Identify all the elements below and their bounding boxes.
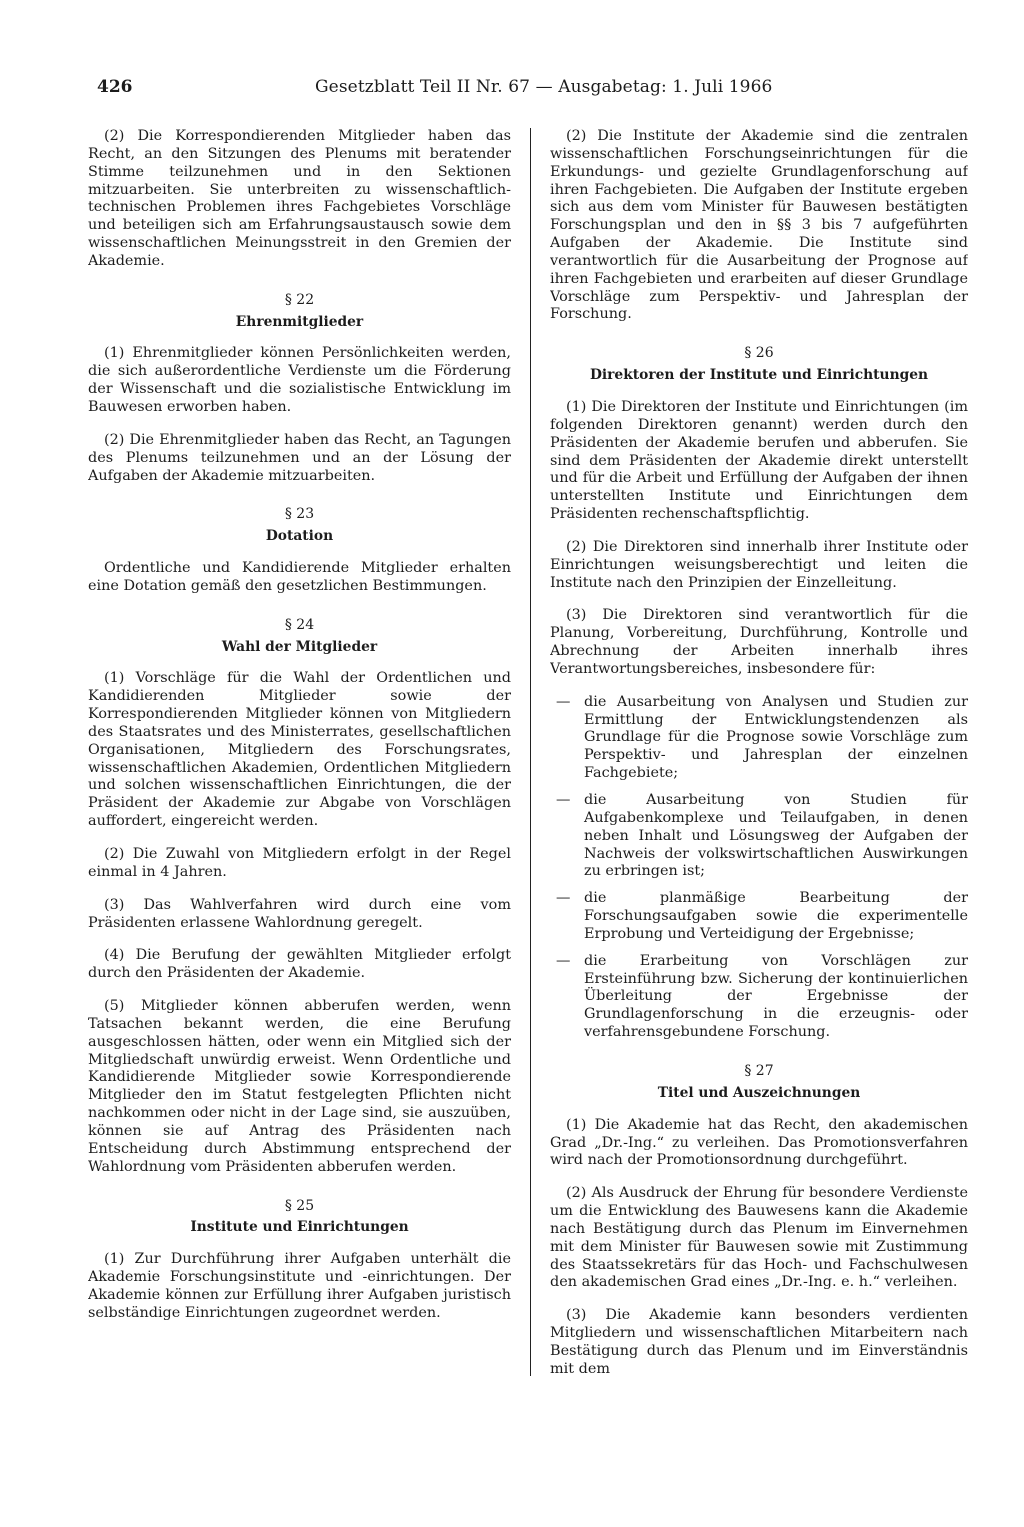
paragraph: (5) Mitglieder können abberufen werden, wenn Tatsachen bekannt werden, die eine Berufung ausgeschlossen hätten, oder wenn ein Mitglied sich der Mitgliedschaft unwürdig erweist. Wenn Ordentliche und Kandidierende Mitglieder sowie Korrespondierende Mitglieder den im Statut festgelegten Pflichten nicht nachkommen oder nicht in der Lage sind, sie auszuüben, können sie auf Antrag des Präsidenten nach Entscheidung durch Abstimmung entsprechend der Wahlordnung vom Präsidenten abberufen werden. bbox=[88, 998, 511, 1175]
section-number: § 22 bbox=[284, 291, 315, 308]
section-number: § 23 bbox=[284, 506, 315, 523]
paragraph: (1) Vorschläge für die Wahl der Ordentlichen und Kandidierenden Mitglieder sowie der Korrespondierenden Mitglieder können von Mitgliedern des Staatsrates und des Ministerrates, gesellschaftlichen Organisationen, Mitgliedern des Forschungsrates, wissenschaftlichen Akademien, Ordentlichen Mitgliedern und solchen wissenschaftlichen Einrichtungen, die der Präsident der Akademie zur Abgabe von Vorschlägen auffordert, eingereicht werden. bbox=[88, 670, 511, 830]
paragraph: Ordentliche und Kandidierende Mitglieder erhalten eine Dotation gemäß den gesetzlichen Bestimmungen. bbox=[88, 560, 511, 594]
section-number: § 24 bbox=[284, 616, 315, 633]
paragraph: (2) Die Zuwahl von Mitgliedern erfolgt in der Regel einmal in 4 Jahren. bbox=[88, 846, 511, 880]
section-number: § 26 bbox=[744, 345, 774, 362]
paragraph: (3) Die Akademie kann besonders verdienten Mitgliedern und wissenschaftlichen Mitarbeitern nach Bestätigung durch das Plenum und im Einverständnis mit dem bbox=[550, 1307, 968, 1377]
section-title: Ehrenmitglieder bbox=[235, 313, 364, 330]
paragraph: (1) Zur Durchführung ihrer Aufgaben unterhält die Akademie Forschungsinstitute und -einrichtungen. Der Akademie können zur Erfüllung ihrer Aufgaben juristisch selbständige Einrichtungen zugeordnet werden. bbox=[88, 1251, 511, 1321]
paragraph: (3) Die Direktoren sind verantwortlich für die Planung, Vorbereitung, Durchführung, Kontrolle und Abrechnung der Arbeiten innerhalb ihres Verantwortungsbereiches, insbesondere für: bbox=[550, 607, 968, 677]
list-item: — die Ausarbeitung von Analysen und Studien zur Ermittlung der Entwicklungstendenzen als Grundlage für die Prognose sowie Vorschläge zum Perspektiv- und Jahresplan der einzelnen Fachgebiete; bbox=[550, 694, 968, 783]
paragraph: (2) Die Direktoren sind innerhalb ihrer Institute oder Einrichtungen weisungsberechtigt und leiten die Institute nach den Prinzipien der Einzelleitung. bbox=[550, 538, 968, 591]
dash-list bbox=[550, 694, 968, 1042]
list-item: — die planmäßige Bearbeitung der Forschungsaufgaben sowie die experimentelle Erprobung und Verteidigung der Ergebnisse; bbox=[550, 890, 968, 944]
section-title: Wahl der Mitglieder bbox=[221, 638, 378, 655]
paragraph: (2) Als Ausdruck der Ehrung für besondere Verdienste um die Entwicklung des Bauwesens kann die Akademie nach Bestätigung durch das Plenum im Einvernehmen mit dem Minister für Bauwesen sowie mit Zustimmung des Staatssekretärs für das Hoch- und Fachschulwesen den akademischen Grad eines „Dr.-Ing. e. h.“ verleihen. bbox=[550, 1185, 968, 1291]
left-column bbox=[88, 128, 511, 1378]
running-title: Gesetzblatt Teil II Nr. 67 — Ausgabetag: 1. Juli 1966 bbox=[315, 77, 773, 97]
paragraph: (3) Das Wahlverfahren wird durch eine vom Präsidenten erlassene Wahlordnung geregelt. bbox=[88, 896, 511, 931]
paragraph: (1) Die Direktoren der Institute und Einrichtungen (im folgenden Direktoren genannt) werden durch den Präsidenten der Akademie berufen und abberufen. Sie sind dem Präsidenten der Akademie direkt unterstellt und für die Arbeit und Erfüllung der Aufgaben der ihnen unterstellten Institute und Einrichtungen dem Präsidenten rechenschaftspflichtig. bbox=[550, 398, 968, 523]
section-title: Institute und Einrichtungen bbox=[190, 1219, 409, 1236]
paragraph: (1) Die Akademie hat das Recht, den akademischen Grad „Dr.-Ing.“ zu verleihen. Das Promotionsverfahren wird nach der Promotionsordnung durchgeführt. bbox=[550, 1116, 968, 1169]
paragraph: (2) Die Korrespondierenden Mitglieder haben das Recht, an den Sitzungen des Plenums mit beratender Stimme teilzunehmen und in den Sektionen mitzuarbeiten. Sie unterbreiten zu wissenschaftlich-technischen Problemen ihres Fachgebietes Vorschläge und beteiligen sich am Erfahrungsaustausch sowie dem wissenschaftlichen Meinungsstreit in den Gremien der Akademie. bbox=[88, 128, 511, 269]
column-divider bbox=[530, 128, 531, 1376]
right-column bbox=[550, 128, 968, 1378]
page-number: 426 bbox=[97, 77, 133, 97]
section-number: § 27 bbox=[744, 1062, 774, 1079]
list-item: — die Ausarbeitung von Studien für Aufgabenkomplexe und Teilaufgaben, in denen neben Inhalt und Lösungsweg der Aufgaben der Nachweis der volkswirtschaftlichen Auswirkungen zu erbringen ist; bbox=[550, 792, 968, 881]
section-title: Dotation bbox=[265, 528, 334, 545]
paragraph: (1) Ehrenmitglieder können Persönlichkeiten werden, die sich außerordentliche Verdienste um die Förderung der Wissenschaft und die sozialistische Entwicklung im Bauwesen erworben haben. bbox=[88, 345, 511, 415]
paragraph: (2) Die Ehrenmitglieder haben das Recht, an Tagungen des Plenums teilzunehmen und an der Lösung der Aufgaben der Akademie mitzuarbeiten. bbox=[88, 431, 511, 484]
paragraph: (4) Die Berufung der gewählten Mitglieder erfolgt durch den Präsidenten der Akademie. bbox=[88, 947, 511, 982]
list-item: — die Erarbeitung von Vorschlägen zur Ersteinführung bzw. Sicherung der kontinuierlichen Überleitung der Ergebnisse der Grundlagenforschung in die erzeugnis- oder verfahrensgebundene Forschung. bbox=[550, 953, 968, 1042]
page-header bbox=[97, 72, 937, 102]
paragraph: (2) Die Institute der Akademie sind die zentralen wissenschaftlichen Forschungseinrichtungen für die Erkundungs- und gezielte Grundlagenforschung auf ihren Fachgebieten. Die Aufgaben der Institute ergeben sich aus dem vom Minister für Bauwesen bestätigten Forschungsplan und den in §§ 3 bis 7 aufgeführten Aufgaben der Akademie. Die Institute sind verantwortlich für die Ausarbeitung der Prognose auf ihren Fachgebieten und erarbeiten auf dieser Grundlage Vorschläge zum Perspektiv- und Jahresplan der Forschung. bbox=[550, 128, 968, 323]
section-title: Titel und Auszeichnungen bbox=[657, 1084, 861, 1101]
section-number: § 25 bbox=[284, 1197, 315, 1214]
section-title: Direktoren der Institute und Einrichtungen bbox=[589, 367, 929, 384]
